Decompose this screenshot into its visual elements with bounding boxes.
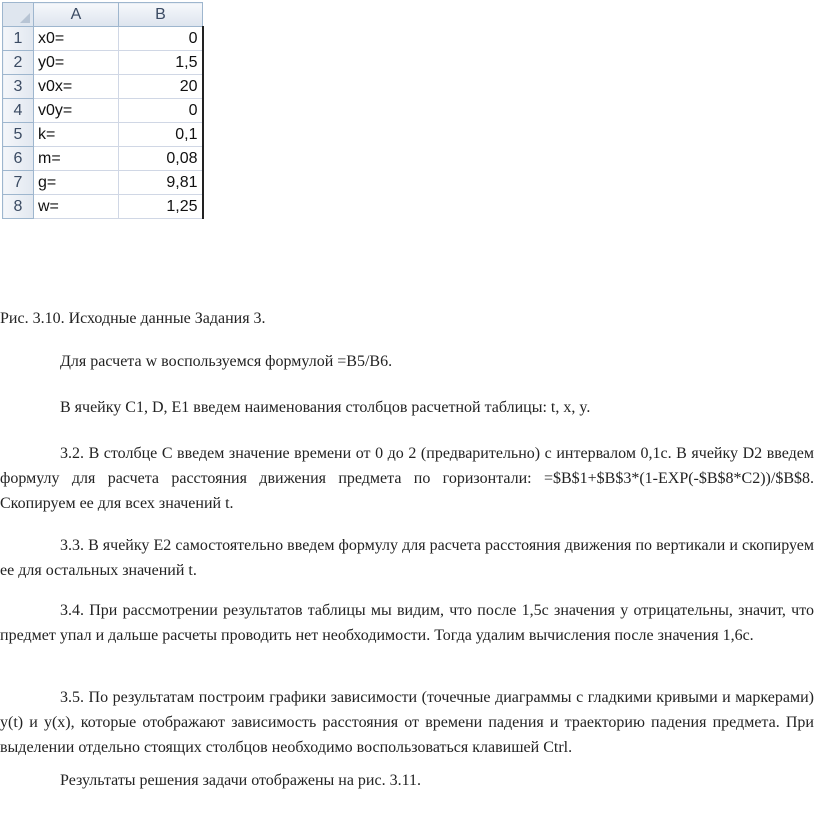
row-header[interactable]: 5 bbox=[3, 123, 34, 147]
cell-a[interactable]: v0y= bbox=[34, 99, 119, 123]
spreadsheet bbox=[2, 2, 204, 219]
row-header[interactable]: 2 bbox=[3, 51, 34, 75]
row-header[interactable]: 6 bbox=[3, 147, 34, 171]
sheet-row bbox=[3, 123, 203, 147]
cell-a[interactable]: x0= bbox=[34, 27, 119, 51]
cell-a[interactable]: w= bbox=[34, 195, 119, 219]
row-header[interactable]: 7 bbox=[3, 171, 34, 195]
paragraph: 3.5. По результатам построим графики зависимости (точечные диаграммы с гладкими кривыми и маркерами) y(t) и y(x), которые отображают зависимость расстояния от времени падения и траекторию падения предмета. При выделении отдельно стоящих столбцов необходимо воспользоваться клавишей Ctrl. bbox=[0, 689, 814, 756]
cell-b[interactable]: 0,08 bbox=[119, 147, 203, 171]
cell-b[interactable]: 1,5 bbox=[119, 51, 203, 75]
cell-b[interactable]: 20 bbox=[119, 75, 203, 99]
sheet-row bbox=[3, 195, 203, 219]
paragraph: Результаты решения задачи отображены на рис. 3.11. bbox=[60, 772, 421, 789]
row-header[interactable]: 8 bbox=[3, 195, 34, 219]
cell-b[interactable]: 9,81 bbox=[119, 171, 203, 195]
paragraph: 3.4. При рассмотрении результатов таблицы мы видим, что после 1,5с значения у отрицательны, значит, что предмет упал и дальше расчеты проводить нет необходимости. Тогда удалим вычисления после значения 1,6с. bbox=[0, 602, 814, 644]
cell-b[interactable]: 0 bbox=[119, 99, 203, 123]
column-header-b[interactable]: B bbox=[119, 3, 203, 27]
column-header-a[interactable]: A bbox=[34, 3, 119, 27]
paragraph: В ячейку С1, D, E1 введем наименования столбцов расчетной таблицы: t, x, y. bbox=[60, 399, 591, 416]
sheet-row bbox=[3, 171, 203, 195]
row-header[interactable]: 3 bbox=[3, 75, 34, 99]
paragraph: 3.3. В ячейку E2 самостоятельно введем формулу для расчета расстояния движения по вертикали и скопируем ее для остальных значений t. bbox=[0, 537, 814, 579]
sheet-row bbox=[3, 75, 203, 99]
cell-b[interactable]: 0,1 bbox=[119, 123, 203, 147]
cell-b[interactable]: 1,25 bbox=[119, 195, 203, 219]
cell-b[interactable]: 0 bbox=[119, 27, 203, 51]
cell-a[interactable]: y0= bbox=[34, 51, 119, 75]
row-header[interactable]: 1 bbox=[3, 27, 34, 51]
paragraph: Для расчета w воспользуемся формулой =B5/B6. bbox=[60, 353, 393, 370]
cell-a[interactable]: m= bbox=[34, 147, 119, 171]
sheet-row bbox=[3, 99, 203, 123]
paragraph: 3.2. В столбце С введем значение времени от 0 до 2 (предварительно) с интервалом 0,1с. В ячейку D2 введем формулу для расчета расстояния движения предмета по горизонтали: =$B$1+$B$3*(1-EXP(-$B$8*C2))/$B$8. Скопируем ее для всех значений t. bbox=[0, 445, 814, 512]
figure-caption: Рис. 3.10. Исходные данные Задания 3. bbox=[0, 310, 266, 327]
select-all-corner[interactable] bbox=[3, 3, 34, 27]
cell-a[interactable]: g= bbox=[34, 171, 119, 195]
sheet-row bbox=[3, 147, 203, 171]
sheet-row bbox=[3, 27, 203, 51]
cell-a[interactable]: v0x= bbox=[34, 75, 119, 99]
row-header[interactable]: 4 bbox=[3, 99, 34, 123]
cell-a[interactable]: k= bbox=[34, 123, 119, 147]
sheet-row bbox=[3, 51, 203, 75]
